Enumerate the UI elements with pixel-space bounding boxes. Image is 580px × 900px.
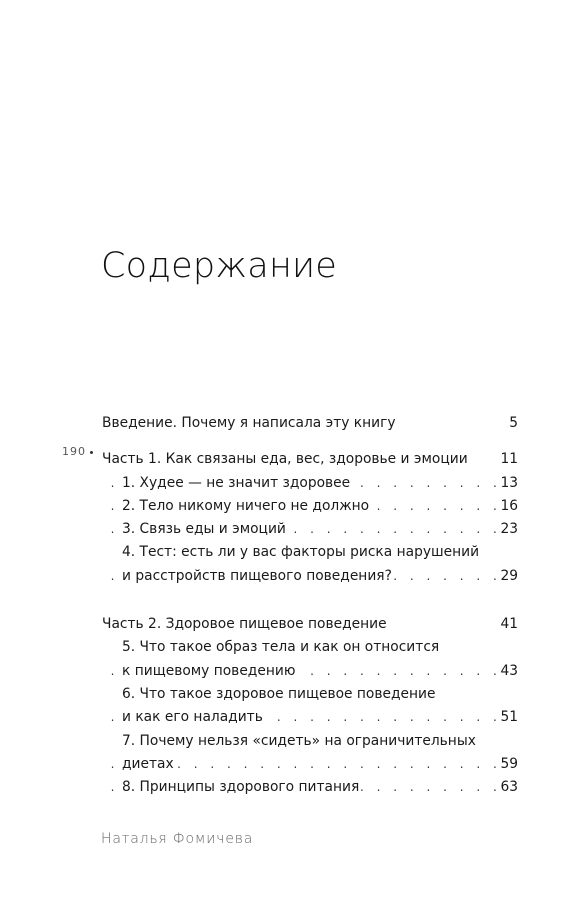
toc-entry-3[interactable] xyxy=(102,518,518,541)
page-number-value: 190 xyxy=(62,445,86,458)
toc-entry-title: 7. Почему нельзя «сидеть» на ограничительных xyxy=(122,732,476,749)
toc-entry-title: 1. Худее — не значит здоровее xyxy=(122,474,351,491)
toc-entry-title-continued: и как его наладить xyxy=(122,709,263,726)
toc-entry-1[interactable] xyxy=(102,472,518,495)
toc-entry-page: 5 xyxy=(507,412,518,435)
page-title: Содержание xyxy=(101,246,338,286)
toc-entry-title: 3. Связь еды и эмоций xyxy=(122,521,286,538)
toc-entry-title-continued: диетах xyxy=(122,755,174,772)
toc-entry-page: 51 xyxy=(498,706,518,729)
toc-entry-page: 43 xyxy=(498,660,518,683)
toc-entry-page: 63 xyxy=(498,776,518,799)
toc-part-title: Часть 1. Как связаны еда, вес, здоровье и эмоции xyxy=(102,451,468,468)
toc-entry-5-line-1[interactable] xyxy=(102,636,518,659)
toc-entry-title: 2. Тело никому ничего не должно xyxy=(122,497,370,514)
toc-entry-6-line-1[interactable] xyxy=(102,683,518,706)
toc-entry-title: Введение. Почему я написала эту книгу xyxy=(102,415,396,431)
table-of-contents xyxy=(102,412,518,799)
toc-entry-2[interactable] xyxy=(102,495,518,518)
toc-entry-page: 23 xyxy=(498,518,518,541)
toc-entry-title: 5. Что такое образ тела и как он относится xyxy=(122,639,440,656)
toc-entry-7-line-1[interactable] xyxy=(102,730,518,753)
toc-entry-page: 13 xyxy=(498,472,518,495)
toc-entry-page: 16 xyxy=(498,495,518,518)
toc-entry-5-line-2[interactable] xyxy=(102,660,518,683)
toc-entry-6-line-2[interactable] xyxy=(102,706,518,729)
toc-entry-title: 6. Что такое здоровое пищевое поведение xyxy=(122,685,436,702)
toc-part-2[interactable] xyxy=(102,613,518,636)
toc-entry-7-line-2[interactable] xyxy=(102,753,518,776)
toc-entry-4-line-2[interactable] xyxy=(102,565,518,588)
running-footer-author: Наталья Фомичева xyxy=(101,831,254,847)
toc-entry-intro[interactable] xyxy=(102,412,518,435)
toc-entry-8[interactable] xyxy=(102,776,518,799)
page-number xyxy=(62,445,93,458)
toc-entry-page: 59 xyxy=(498,753,518,776)
toc-entry-title: 8. Принципы здорового питания xyxy=(122,779,360,796)
toc-entry-4-line-1[interactable] xyxy=(102,541,518,564)
page-number-dot xyxy=(90,451,93,454)
toc-entry-title: 4. Тест: есть ли у вас факторы риска нарушений xyxy=(122,544,480,561)
toc-entry-page: 29 xyxy=(498,565,518,588)
toc-entry-page: 11 xyxy=(498,448,518,471)
toc-entry-page: 41 xyxy=(498,613,518,636)
toc-part-title: Часть 2. Здоровое пищевое поведение xyxy=(102,616,387,633)
toc-entry-title-continued: к пищевому поведению xyxy=(122,662,296,679)
toc-part-1[interactable] xyxy=(102,448,518,471)
toc-entry-title-continued: и расстройств пищевого поведения? xyxy=(122,567,392,584)
